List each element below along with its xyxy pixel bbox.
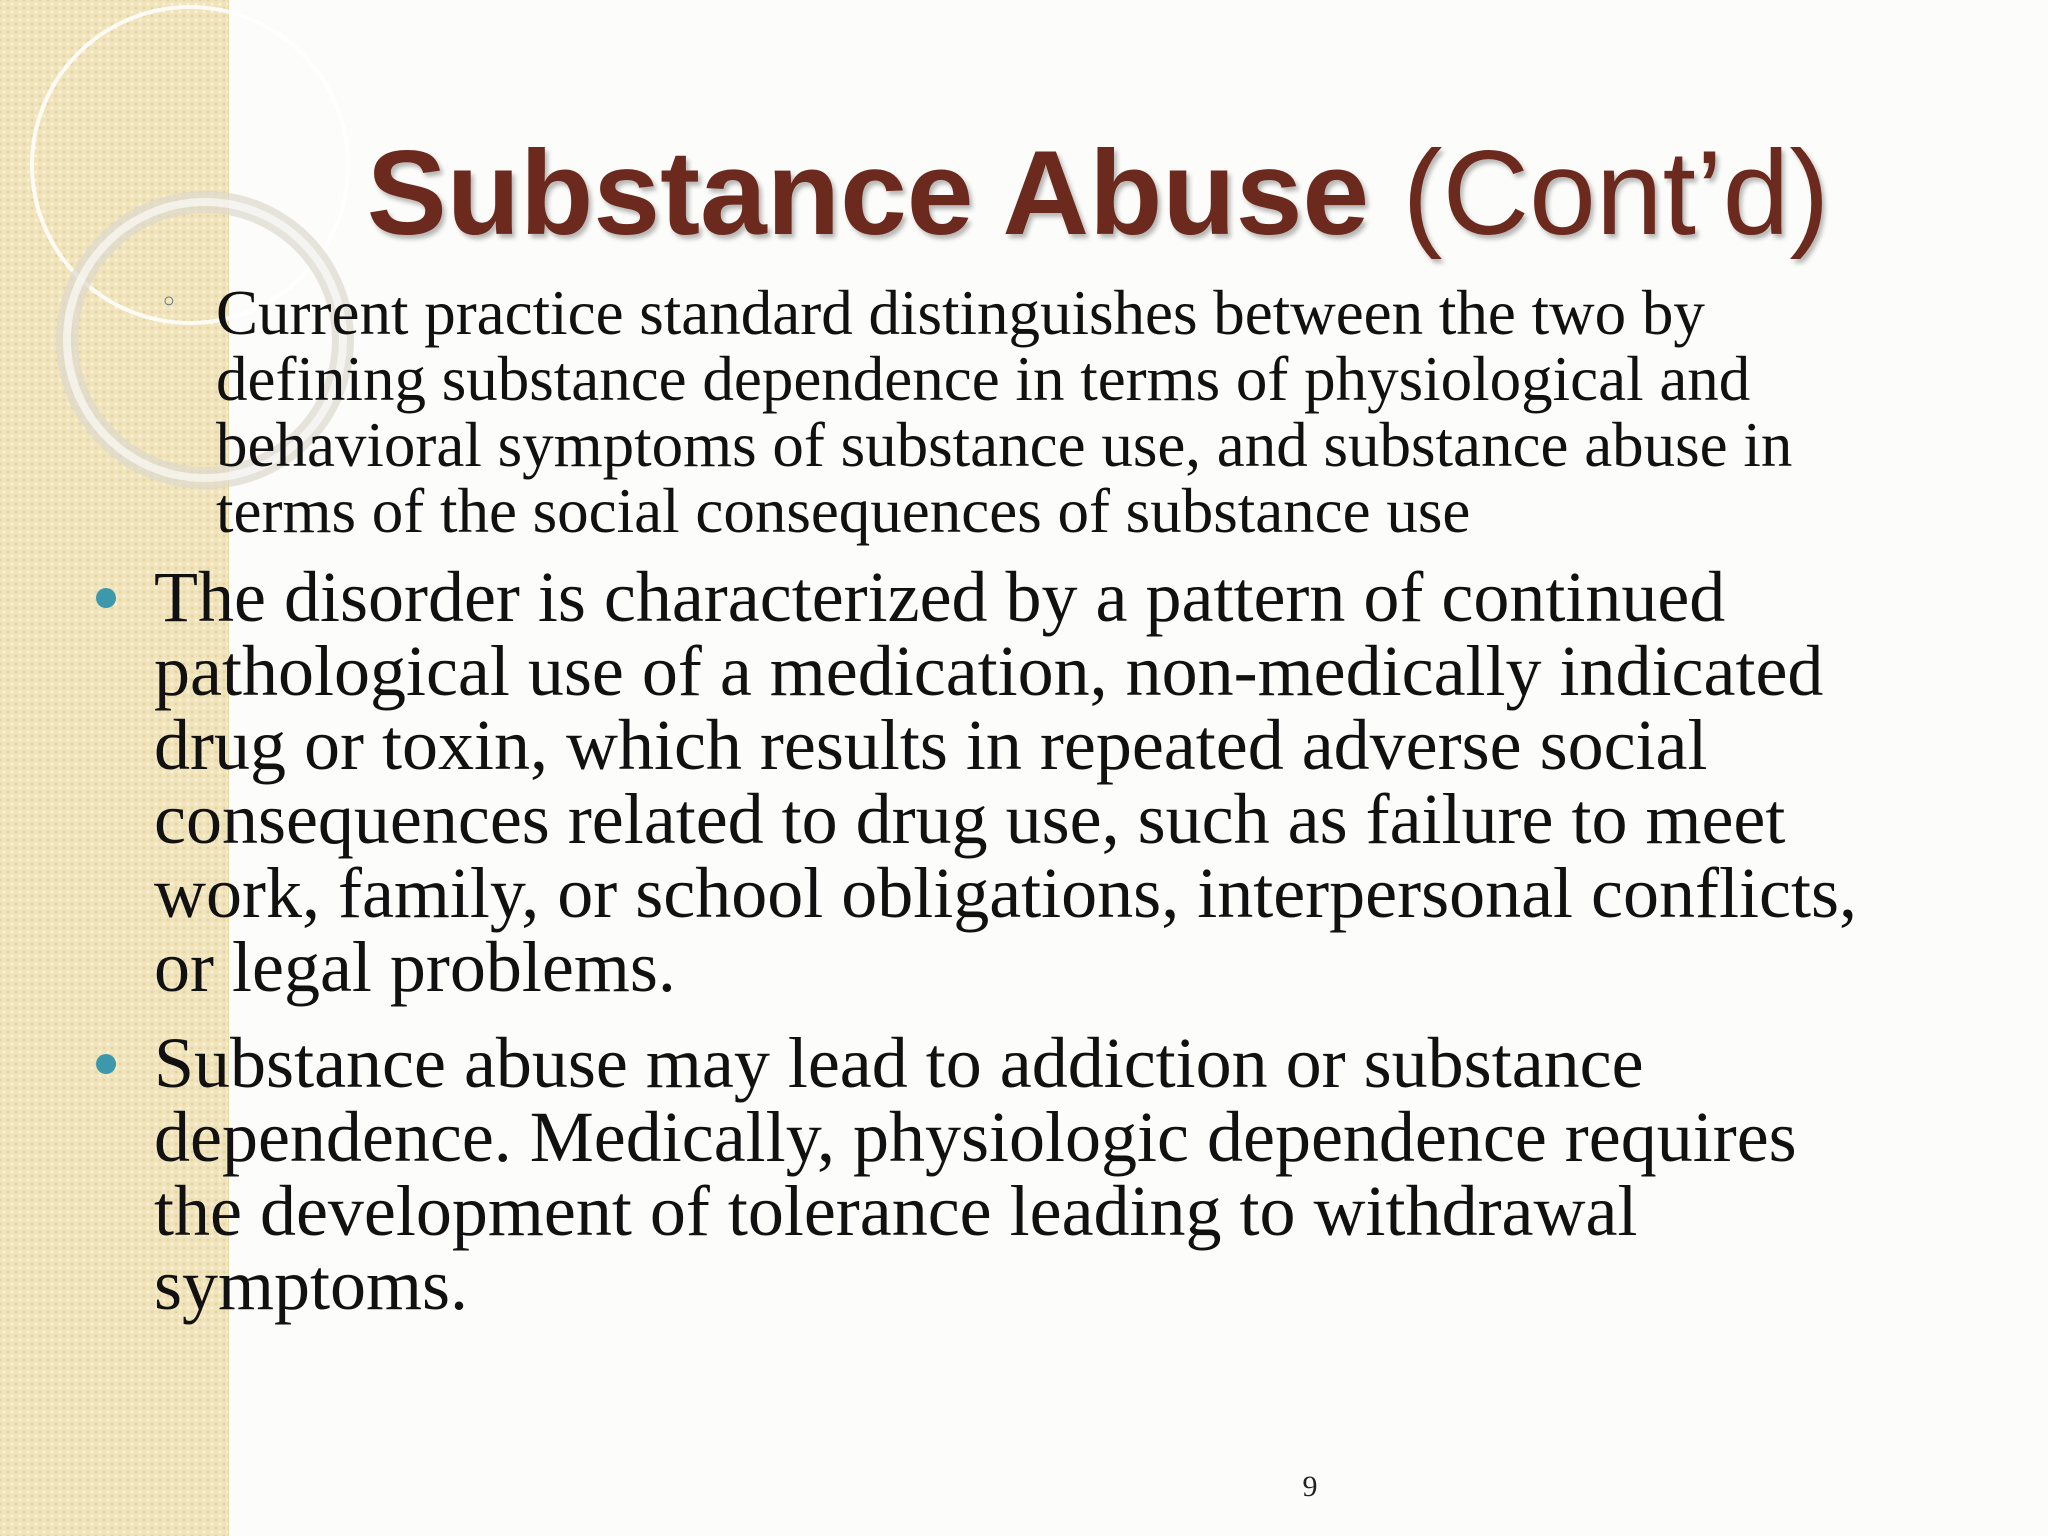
slide-title (228, 118, 1968, 268)
bullet-dot-icon (96, 588, 116, 608)
hollow-circle-bullet-icon: ◦ (160, 285, 178, 320)
text-line: or legal problems. (154, 927, 676, 1007)
text-line: The disorder is characterized by a pattern of continued (154, 557, 1726, 637)
sub-bullet-text (216, 280, 1956, 544)
bullet-text (154, 557, 2034, 1007)
title-main: Substance Abuse (366, 126, 1370, 260)
title-suffix: (Cont’d) (1402, 126, 1830, 260)
text-line: drug or toxin, which results in repeated adverse social (154, 705, 1708, 785)
text-line: dependence. Medically, physiologic dependence requires (154, 1097, 1797, 1177)
text-line: Substance abuse may lead to addiction or substance (154, 1023, 1644, 1103)
page-number: 9 (1302, 1470, 1318, 1503)
text-line: pathological use of a medication, non-medically indicated (154, 631, 1824, 711)
text-line: Current practice standard distinguishes between the two by (216, 278, 1705, 348)
text-line: defining substance dependence in terms of physiological and (216, 344, 1751, 414)
bullet-dot-icon (96, 1054, 116, 1074)
text-line: terms of the social consequences of substance use (216, 476, 1471, 546)
text-line: symptoms. (154, 1245, 469, 1325)
text-line: work, family, or school obligations, interpersonal conflicts, (154, 853, 1857, 933)
text-line: behavioral symptoms of substance use, and substance abuse in (216, 410, 1793, 480)
text-line: the development of tolerance leading to withdrawal (154, 1171, 1638, 1251)
text-line: consequences related to drug use, such as failure to meet (154, 779, 1786, 859)
bullet-text (154, 1023, 2034, 1325)
